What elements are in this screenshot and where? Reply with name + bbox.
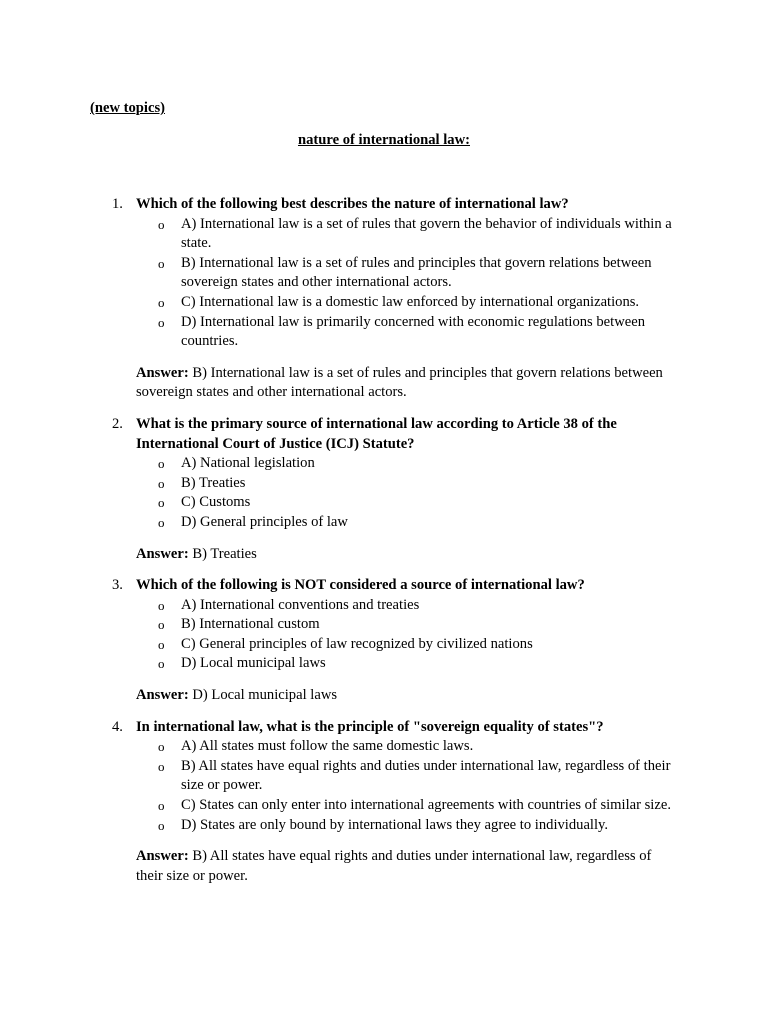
- option-item: [136, 215, 680, 254]
- question-number: 2.: [112, 415, 123, 432]
- answer-line: [136, 545, 680, 565]
- option-text: B) All states have equal rights and duties under international law, regardless of their size or power.: [181, 757, 671, 794]
- question-text: Which of the following is NOT considered a source of international law?: [136, 577, 585, 594]
- bullet-icon: o: [158, 294, 165, 310]
- answer-line: [136, 686, 680, 706]
- answer-line: [136, 847, 680, 886]
- option-list: [136, 454, 680, 532]
- bullet-icon: o: [158, 617, 165, 633]
- question-number: 4.: [112, 718, 123, 735]
- bullet-icon: o: [158, 739, 165, 755]
- option-text: D) International law is primarily concerned with economic regulations between countries.: [181, 313, 645, 350]
- option-item: [136, 513, 680, 533]
- question-item: [0, 415, 768, 564]
- option-item: [136, 654, 680, 674]
- question-text: In international law, what is the principle of "sovereign equality of states"?: [136, 718, 604, 735]
- option-item: [136, 493, 680, 513]
- option-item: [136, 796, 680, 816]
- bullet-icon: o: [158, 798, 165, 814]
- option-text: B) International law is a set of rules and principles that govern relations between sovereign states and other international actors.: [181, 254, 652, 291]
- option-text: B) International custom: [181, 616, 320, 633]
- bullet-icon: o: [158, 817, 165, 833]
- bullet-icon: o: [158, 475, 165, 491]
- option-item: [136, 596, 680, 616]
- option-item: [136, 454, 680, 474]
- question-item: [0, 718, 768, 887]
- option-item: [136, 254, 680, 293]
- option-text: A) International law is a set of rules that govern the behavior of individuals within a state.: [181, 215, 672, 252]
- option-item: [136, 635, 680, 655]
- option-text: D) General principles of law: [181, 513, 348, 530]
- answer-text: D) Local municipal laws: [192, 687, 338, 704]
- bullet-icon: o: [158, 314, 165, 330]
- option-item: [136, 757, 680, 796]
- page-title: nature of international law:: [297, 132, 470, 148]
- bullet-icon: o: [158, 495, 165, 511]
- option-text: C) General principles of law recognized by civilized nations: [181, 635, 533, 652]
- option-list: [136, 596, 680, 674]
- bullet-icon: o: [158, 636, 165, 652]
- bullet-icon: o: [158, 216, 165, 232]
- bullet-icon: o: [158, 514, 165, 530]
- answer-label: Answer:: [136, 545, 189, 562]
- bullet-icon: o: [158, 597, 165, 613]
- answer-text: B) Treaties: [192, 545, 257, 562]
- question-number: 3.: [112, 577, 123, 594]
- option-item: [136, 615, 680, 635]
- answer-label: Answer:: [136, 848, 189, 865]
- option-text: C) Customs: [181, 494, 251, 511]
- option-item: [136, 293, 680, 313]
- bullet-icon: o: [158, 758, 165, 774]
- option-text: D) Local municipal laws: [181, 655, 326, 672]
- answer-text: B) All states have equal rights and duties under international law, regardless of their size or power.: [136, 848, 652, 884]
- bullet-icon: o: [158, 255, 165, 271]
- option-text: A) All states must follow the same domestic laws.: [181, 738, 474, 755]
- option-item: [136, 313, 680, 352]
- answer-label: Answer:: [136, 687, 189, 704]
- option-item: [136, 816, 680, 836]
- question-text: What is the primary source of international law according to Article 38 of the International Court of Justice (ICJ) Statute?: [136, 415, 617, 452]
- option-item: [136, 737, 680, 757]
- question-number: 1.: [112, 196, 123, 212]
- option-text: D) States are only bound by international laws they agree to individually.: [181, 816, 609, 833]
- answer-label: Answer:: [136, 364, 189, 381]
- question-item: [0, 576, 768, 706]
- option-text: A) National legislation: [181, 455, 315, 472]
- option-item: [136, 474, 680, 494]
- option-text: C) International law is a domestic law enforced by international organizations.: [181, 293, 640, 310]
- bullet-icon: o: [158, 456, 165, 472]
- option-list: [136, 737, 680, 835]
- option-text: C) States can only enter into international agreements with countries of similar size.: [181, 797, 671, 814]
- question-text: Which of the following best describes the nature of international law?: [136, 196, 569, 212]
- answer-line: [136, 364, 680, 403]
- answer-text: B) International law is a set of rules and principles that govern relations between sovereign states and other international actors.: [136, 364, 663, 401]
- option-text: A) International conventions and treaties: [181, 596, 420, 613]
- option-list: [136, 215, 680, 352]
- question-item: [0, 195, 768, 403]
- option-text: B) Treaties: [181, 474, 246, 491]
- bullet-icon: o: [158, 656, 165, 672]
- question-list: [0, 195, 768, 898]
- topic-tag: (new topics): [90, 100, 165, 116]
